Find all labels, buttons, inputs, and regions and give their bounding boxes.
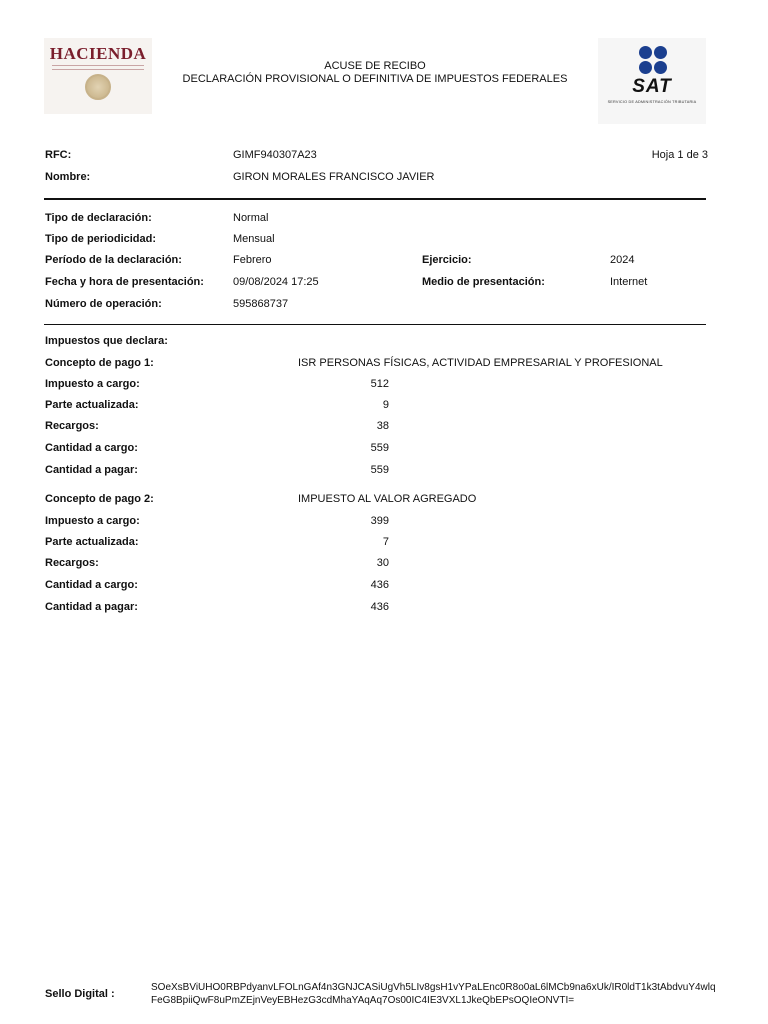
cantidad-cargo-value: 436 [370,579,389,591]
periodo-label: Período de la declaración: [45,254,182,266]
name-value: GIRON MORALES FRANCISCO JAVIER [233,171,435,183]
rfc-value: GIMF940307A23 [233,149,317,161]
actualizada-label: Parte actualizada: [45,399,139,411]
document-subtitle: DECLARACIÓN PROVISIONAL O DEFINITIVA DE IMPUESTOS FEDERALES [182,73,568,85]
medio-value: Internet [610,276,648,288]
hacienda-logo-text: HACIENDA [49,44,147,63]
periodo-value: Febrero [233,254,272,266]
sello-label: Sello Digital : [45,988,115,1000]
ejercicio-label: Ejercicio: [422,254,472,266]
page-indicator: Hoja 1 de 3 [651,149,708,161]
sat-logo [598,38,706,124]
actualizada-value: 9 [382,399,389,411]
sat-dot-icon [639,61,652,74]
impuesto-label: Impuesto a cargo: [45,378,140,390]
operacion-label: Número de operación: [45,298,162,310]
actualizada-label: Parte actualizada: [45,536,139,548]
fecha-value: 09/08/2024 17:25 [233,276,319,288]
concept-label: Concepto de pago 2: [45,493,154,505]
medio-label: Medio de presentación: [422,276,545,288]
recargos-label: Recargos: [45,420,99,432]
actualizada-value: 7 [382,536,389,548]
impuesto-value: 399 [370,515,389,527]
concept-value: IMPUESTO AL VALOR AGREGADO [298,493,477,505]
cantidad-cargo-label: Cantidad a cargo: [45,442,138,454]
mexican-seal-icon [85,74,111,100]
section-divider [44,324,706,325]
cantidad-pagar-label: Cantidad a pagar: [45,601,138,613]
name-label: Nombre: [45,171,91,183]
cantidad-pagar-value: 436 [370,601,389,613]
cantidad-cargo-label: Cantidad a cargo: [45,579,138,591]
cantidad-pagar-label: Cantidad a pagar: [45,464,138,476]
sat-dot-icon [639,46,652,59]
impuesto-value: 512 [370,378,389,390]
sello-line-1: SOeXsBViUHO0RBPdyanvLFOLnGAf4n3GNJCASiUgVh5LIv8gsH1vYPaLEnc0R8o0aL6lMCb9na6xUk/IR0ldT1k3tAbdvuY4wlq [151,982,716,993]
ejercicio-value: 2024 [610,254,635,266]
cantidad-pagar-value: 559 [370,464,389,476]
fecha-label: Fecha y hora de presentación: [45,276,204,288]
concept-value: ISR PERSONAS FÍSICAS, ACTIVIDAD EMPRESARIAL Y PROFESIONAL [298,357,663,369]
section-divider [44,198,706,200]
operacion-value: 595868737 [233,298,289,310]
sat-dot-icon [654,46,667,59]
concept-label: Concepto de pago 1: [45,357,154,369]
recargos-value: 30 [376,557,389,569]
cantidad-cargo-value: 559 [370,442,389,454]
sat-logo-subtext: SERVICIO DE ADMINISTRACIÓN TRIBUTARIA [607,100,697,104]
hacienda-logo [44,38,152,114]
tipo-value: Normal [233,212,269,224]
tipo-label: Tipo de declaración: [45,212,152,224]
hacienda-logo-rule [52,65,144,70]
periodicidad-value: Mensual [233,233,275,245]
document-title: ACUSE DE RECIBO [324,60,426,72]
sat-dot-icon [654,61,667,74]
rfc-label: RFC: [45,149,72,161]
taxes-heading: Impuestos que declara: [45,335,168,347]
sat-logo-text: SAT [632,76,672,97]
recargos-label: Recargos: [45,557,99,569]
sello-line-2: FeG8BpiiQwF8uPmZEjnVeyEBHezG3cdMhaYAqAq7Os00IC4IE3VXL1JkeQbEPsOQIeONVTI= [151,995,575,1006]
impuesto-label: Impuesto a cargo: [45,515,140,527]
recargos-value: 38 [376,420,389,432]
periodicidad-label: Tipo de periodicidad: [45,233,157,245]
